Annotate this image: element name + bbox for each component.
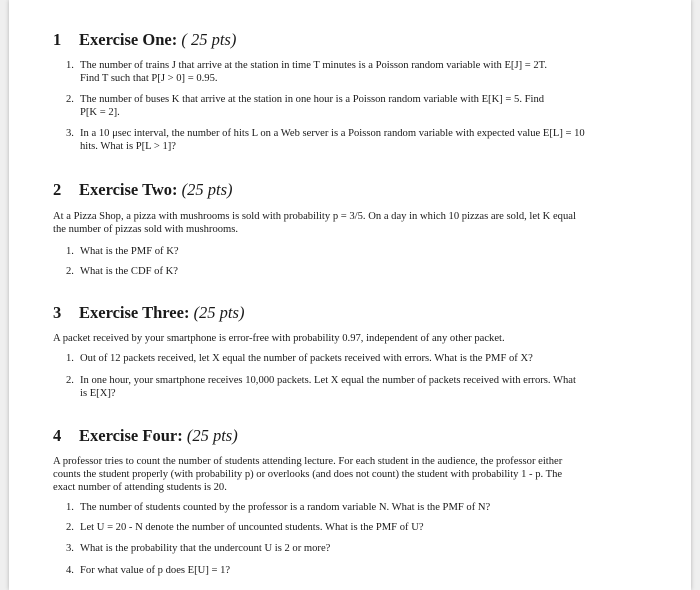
section-number: 3 (53, 303, 62, 322)
section-points: (25 pts) (186, 426, 238, 445)
section-1-heading (53, 30, 236, 50)
section-intro: A professor tries to count the number of students attending lecture. For each student in the audience, the professor either counts the student properly (with probability p) or overlooks (and does not count) the student with probability 1 - p. The exact number of attending students is 20. (53, 456, 563, 493)
section-points: ( 25 pts) (181, 30, 237, 49)
list-item: 1. The number of students counted by the professor is a random variable N. What is the PMF of N? (66, 502, 491, 513)
section-points: (25 pts) (193, 303, 245, 322)
list-item: 2. Let U = 20 - N denote the number of uncounted students. What is the PMF of U? (66, 522, 424, 533)
list-item: 1. What is the PMF of K? (66, 246, 179, 257)
section-title: Exercise Four: (79, 426, 183, 445)
list-item: 1. Out of 12 packets received, let X equal the number of packets received with errors. What is the PMF of X? (66, 353, 533, 364)
section-title: Exercise Three: (79, 303, 190, 322)
list-item: 3. What is the probability that the undercount U is 2 or more? (66, 543, 331, 554)
section-intro: At a Pizza Shop, a pizza with mushrooms is sold with probability p = 3/5. On a day in which 10 pizzas are sold, let K equal the number of pizzas sold with mushrooms. (53, 211, 576, 235)
document-page (9, 0, 691, 590)
section-number: 4 (53, 426, 62, 445)
section-title: Exercise One: (79, 30, 178, 49)
list-item: 1. The number of trains J that arrive at the station in time T minutes is a Poisson random variable with E[J] = 2T. Find T such that P[J > 0] = 0.95. (66, 60, 548, 84)
section-number: 1 (53, 30, 62, 49)
section-number: 2 (53, 180, 62, 199)
list-item: 2. In one hour, your smartphone receives 10,000 packets. Let X equal the number of packets received with errors. What is E[X]? (66, 375, 576, 399)
list-item: 4. For what value of p does E[U] = 1? (66, 565, 231, 576)
section-4-heading (53, 426, 238, 446)
section-title: Exercise Two: (79, 180, 178, 199)
section-points: (25 pts) (181, 180, 233, 199)
section-2-heading (53, 180, 233, 200)
list-item: 3. In a 10 μsec interval, the number of hits L on a Web server is a Poisson random variable with expected value E[L] = 10 hits. What is P[L > 1]? (66, 128, 585, 152)
list-item: 2. What is the CDF of K? (66, 266, 178, 277)
section-3-heading (53, 303, 244, 323)
list-item: 2. The number of buses K that arrive at the station in one hour is a Poisson random variable with E[K] = 5. Find P[K = 2]. (66, 94, 545, 118)
section-intro: A packet received by your smartphone is error-free with probability 0.97, independent of any other packet. (53, 333, 505, 344)
